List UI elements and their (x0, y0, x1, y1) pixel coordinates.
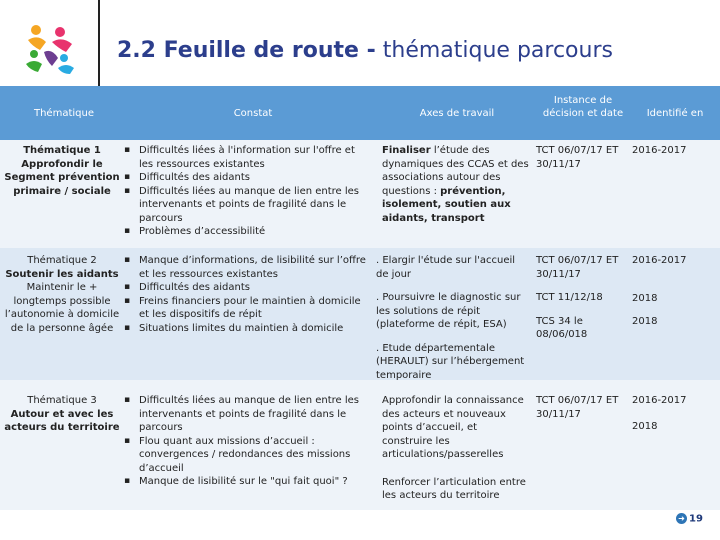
theme-cell (0, 394, 124, 435)
axes-cell (376, 254, 530, 382)
theme-title: Thématique 1 (23, 145, 101, 156)
list-item: ▪ Freins financiers pour le maintien à domicile et les dispositifs de répit (124, 295, 368, 322)
page-number-text: 19 (689, 513, 703, 525)
people-logo-icon (22, 20, 78, 76)
theme-line: Soutenir les aidants (5, 268, 119, 280)
identifie-item: 2016-2017 (632, 395, 687, 406)
list-item: ▪ Difficultés liées au manque de lien entre les intervenants et points de fragilité dans le parcours (124, 394, 368, 435)
constat-list (124, 144, 366, 239)
axes-bold: prévention, isolement, soutien aux aidants, transport (382, 185, 511, 224)
identifie-cell (632, 394, 718, 433)
title-bold: 2.2 Feuille de route - (117, 38, 376, 63)
theme-title: Thématique 3 (27, 395, 97, 406)
list-item: ▪ Difficultés des aidants (124, 171, 366, 185)
axes-item: . Poursuivre le diagnostic sur les solutions de répit (plateforme de répit, ESA) (376, 292, 521, 330)
table-row (0, 248, 720, 380)
list-item: ▪ Flou quant aux missions d’accueil : convergences / redondances des missions d’accueil (124, 435, 368, 476)
axes-text: l’étude des dynamiques des CCAS et des associations autour des questions : (382, 145, 529, 197)
list-item: ▪ Difficultés liées à l'information sur l'offre et les ressources existantes (124, 144, 366, 171)
header-instance: Instance de décision et date (542, 95, 624, 119)
constat-list (124, 254, 368, 335)
axes-cell (382, 144, 530, 225)
header-divider (98, 0, 100, 90)
instance-cell (536, 254, 626, 342)
instance-item: TCT 06/07/17 ET 30/11/17 (536, 255, 619, 280)
theme-line: Maintenir le + longtemps possible l’autonomie à domicile de la personne âgée (4, 282, 120, 334)
identifie-cell: 2016-2017 (632, 145, 687, 156)
constat-list (124, 394, 368, 489)
theme-cell (0, 144, 124, 198)
table-row (0, 140, 720, 248)
axes-item: . Etude départementale (HERAULT) sur l’hébergement temporaire (376, 342, 525, 381)
identifie-item: 2018 (632, 420, 658, 432)
identifie-item: 2018 (632, 292, 658, 304)
list-item: ▪ Situations limites du maintien à domicile (124, 322, 368, 336)
slide-title (117, 38, 613, 63)
table-row (0, 380, 720, 510)
title-light: thématique parcours (382, 38, 613, 63)
header-constat: Constat (233, 108, 273, 119)
theme-title: Thématique 2 (27, 255, 97, 266)
theme-line: Autour et avec les acteurs du territoire (4, 408, 120, 433)
identifie-item: 2016-2017 (632, 255, 687, 266)
table-header (0, 86, 720, 140)
theme-line: Approfondir le Segment prévention primaire / sociale (4, 158, 120, 197)
theme-cell (0, 254, 124, 335)
page-number (676, 513, 703, 525)
list-item: ▪ Manque de lisibilité sur le "qui fait quoi" ? (124, 475, 368, 489)
axes-item: Renforcer l’articulation entre les acteurs du territoire (382, 476, 526, 501)
header-thematique: Thématique (33, 108, 94, 119)
instance-item: TCT 11/12/18 (536, 292, 603, 303)
instance-cell: TCT 06/07/17 ET 30/11/17 (536, 395, 619, 420)
header-axes: Axes de travail (419, 108, 495, 119)
identifie-cell (632, 254, 718, 329)
axes-item: . Elargir l'étude sur l'accueil de jour (376, 255, 516, 280)
list-item: ▪ Difficultés des aidants (124, 281, 368, 295)
list-item: ▪ Difficultés liées au manque de lien entre les intervenants et points de fragilité dans le parcours (124, 185, 366, 226)
instance-item: TCS 34 le 08/06/018 (536, 315, 588, 340)
list-item: ▪ Problèmes d’accessibilité (124, 225, 366, 239)
axes-bold: Finaliser (382, 145, 431, 156)
instance-cell: TCT 06/07/17 ET 30/11/17 (536, 145, 619, 170)
list-item: ▪ Manque d’informations, de lisibilité sur l’offre et les ressources existantes (124, 254, 368, 281)
identifie-item: 2018 (632, 316, 658, 327)
roadmap-table (0, 86, 720, 510)
axes-item: Approfondir la connaissance des acteurs et nouveaux points d’accueil, et construire les articulations/passerelles (382, 395, 524, 460)
axes-cell (382, 394, 530, 503)
header-identifie: Identifié en (646, 108, 704, 119)
arrow-right-icon: ➜ (676, 513, 687, 524)
